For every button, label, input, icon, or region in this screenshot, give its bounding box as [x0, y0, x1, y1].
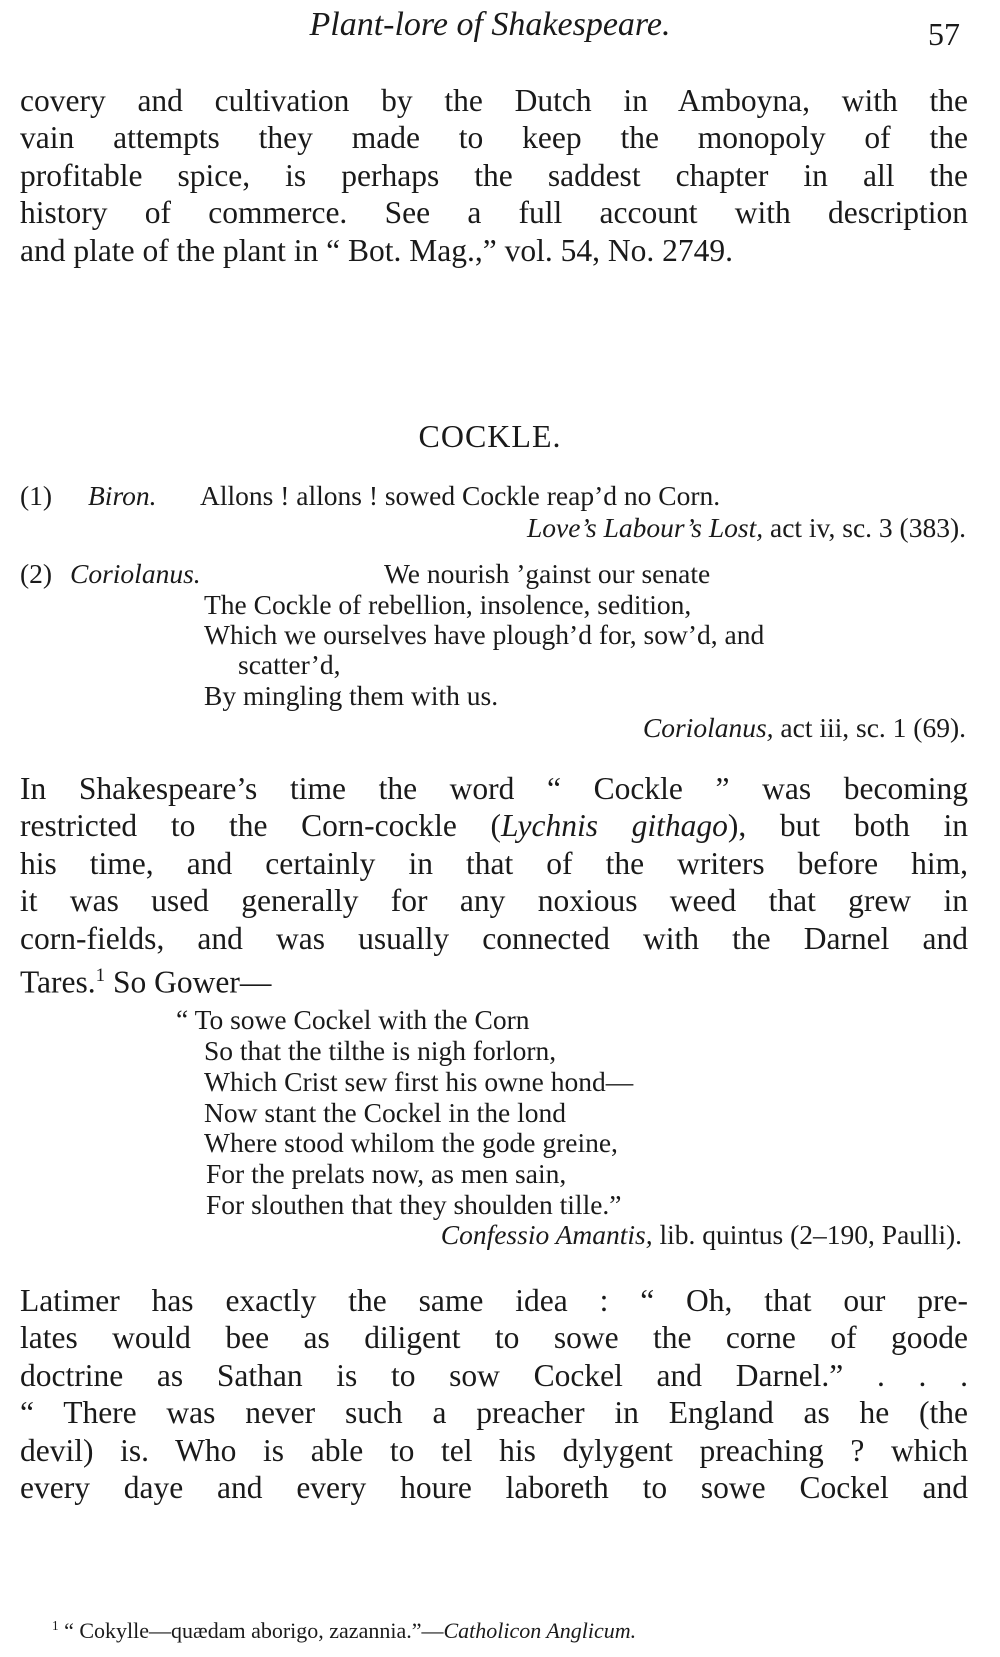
quote-1-source — [527, 512, 966, 544]
text-line: his time, and certainly in that of the writers before him, — [20, 845, 968, 881]
source-reference: lib. quintus (2–190, Paulli). — [652, 1219, 962, 1250]
speaker-name: Coriolanus. — [70, 558, 201, 589]
text-line: doctrine as Sathan is to sow Cockel and Darnel.” . . . — [20, 1357, 968, 1393]
text-line: Latimer has exactly the same idea : “ Oh, that our pre- — [20, 1283, 968, 1318]
text-line: every daye and every houre laboreth to sowe Cockel and — [20, 1470, 968, 1506]
page-number: 57 — [928, 16, 960, 52]
verse-line: Where stood whilom the gode greine, — [204, 1127, 618, 1158]
verse-line: For slouthen that they shoulden tille.” — [206, 1189, 622, 1220]
source-reference: act iii, sc. 1 (69). — [773, 712, 966, 743]
text-line: covery and cultivation by the Dutch in Amboyna, with the — [20, 83, 968, 118]
verse-line: Which we ourselves have plough’d for, sow’d, and — [204, 619, 765, 650]
verse-line: So that the tilthe is nigh forlorn, — [204, 1035, 557, 1066]
quote-2-source — [643, 712, 966, 744]
source-title: Confessio Amantis, — [440, 1219, 653, 1250]
verse-line: We nourish ’gainst our senate — [384, 558, 711, 589]
text-line: “ There was never such a preacher in England as he (the — [20, 1395, 968, 1431]
text-line: and plate of the plant in “ Bot. Mag.,” vol. 54, No. 2749. — [20, 232, 733, 268]
verse-line: The Cockle of rebellion, insolence, sedition, — [204, 589, 692, 620]
source-title: Coriolanus, — [642, 712, 774, 743]
quote-1-speaker — [88, 480, 157, 512]
footnote-mark: 1 — [52, 1618, 59, 1634]
footnote — [52, 1618, 636, 1644]
body-paragraph-2 — [20, 770, 968, 1001]
text-line: history of commerce. See a full account with description — [20, 195, 968, 231]
running-header-title: Plant-lore of Shakespeare. — [309, 6, 671, 43]
gower-source — [441, 1219, 962, 1251]
verse-line: For the prelats now, as men sain, — [206, 1158, 567, 1189]
speaker-name: Biron. — [88, 480, 157, 511]
footnote-source: Catholicon Anglicum. — [443, 1618, 637, 1643]
quote-2-speaker — [70, 558, 201, 590]
italic-term: Lychnis githago — [500, 808, 728, 844]
text-line: corn-fields, and was usually connected with the Darnel and — [20, 920, 968, 956]
quote-2-number: (2) — [20, 558, 53, 589]
section-heading: COCKLE. — [418, 418, 562, 454]
quote-1-number: (1) — [20, 480, 53, 511]
verse-line: Which Crist sew first his owne hond— — [204, 1066, 634, 1097]
text-span: Tares. — [20, 964, 96, 1000]
text-line: In Shakespeare’s time the word “ Cockle ” was becoming — [20, 771, 968, 806]
text-line — [20, 807, 968, 844]
text-line: vain attempts they made to keep the monopoly of the — [20, 120, 968, 156]
text-span: restricted to the Corn-cockle ( — [20, 808, 501, 844]
quote-1-text: Allons ! allons ! sowed Cockle reap’d no Corn. — [200, 480, 721, 511]
text-span: ), but both in — [727, 808, 968, 844]
verse-line: scatter’d, — [238, 649, 341, 680]
footnote-text: “ Cokylle—quædam aborigo, zazannia.”— — [58, 1618, 444, 1643]
text-line — [20, 957, 968, 1001]
footnote-marker: 1 — [95, 965, 106, 987]
body-paragraph-3 — [20, 1282, 968, 1506]
source-reference: act iv, sc. 3 (383). — [763, 512, 966, 543]
text-span: So Gower— — [105, 964, 272, 1000]
verse-line: “ To sowe Cockel with the Corn — [176, 1004, 530, 1035]
source-title: Love’s Labour’s Lost, — [526, 512, 764, 543]
text-line: profitable spice, is perhaps the saddest chapter in all the — [20, 157, 968, 193]
text-line: it was used generally for any noxious weed that grew in — [20, 883, 968, 919]
text-line: devil) is. Who is able to tel his dylygent preaching ? which — [20, 1432, 968, 1468]
intro-paragraph — [20, 82, 968, 269]
text-line: lates would bee as diligent to sowe the corne of goode — [20, 1320, 968, 1356]
verse-line: Now stant the Cockel in the lond — [204, 1097, 567, 1128]
verse-line: By mingling them with us. — [204, 680, 499, 711]
